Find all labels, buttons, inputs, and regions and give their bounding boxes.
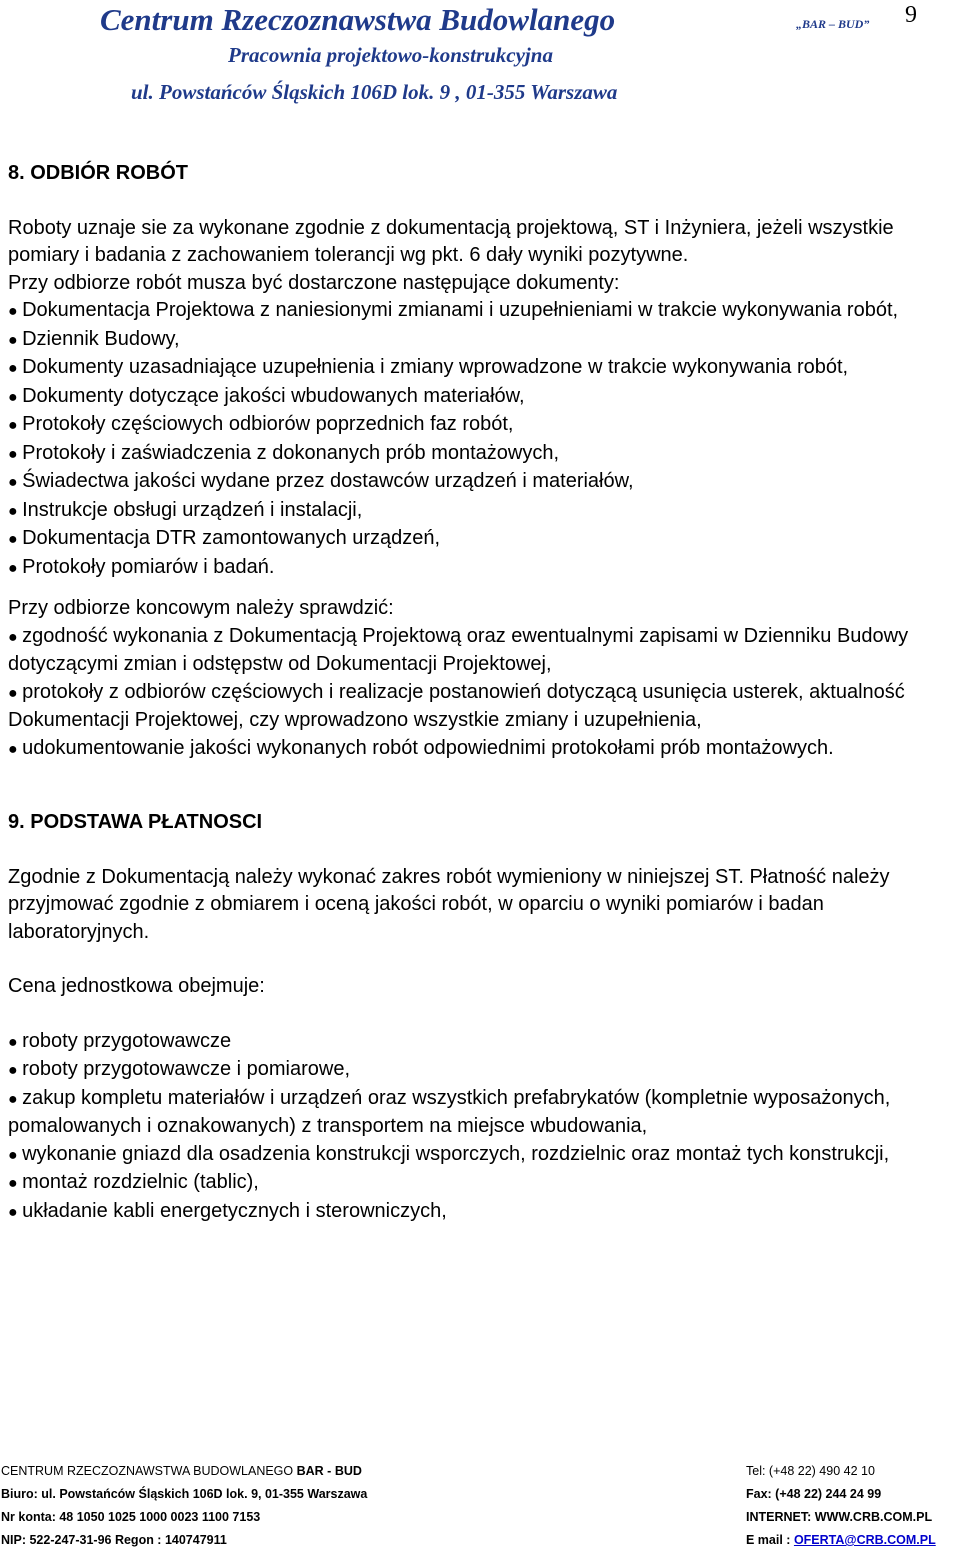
footer-internet: INTERNET: WWW.CRB.COM.PL [746,1510,933,1524]
doc-item: ● Świadectwa jakości wydane przez dostawców urządzeń i materiałów, [8,468,956,497]
email-link[interactable]: OFERTA@CRB.COM.PL [793,1533,936,1547]
final-check-intro: Przy odbiorze koncowym należy sprawdzić: [8,597,394,619]
footer-nip: NIP: 522-247-31-96 Regon : 140747911 [1,1533,227,1547]
company-address: ul. Powstańców Śląskich 106D lok. 9 , 01-355 Warszawa [131,80,618,104]
document-body [8,160,956,1226]
price-item: ● wykonanie gniazd dla osadzenia konstrukcji wsporczych, rozdzielnic oraz montaż tych konstrukcji, [8,1141,956,1170]
section-8-heading: 8. ODBIÓR ROBÓT [8,162,189,184]
acceptance-intro: Roboty uznaje sie za wykonane zgodnie z dokumentacją projektową, ST i Inżyniera, jeżeli wszystkie pomiary i badania z zachowaniem tolerancji wg pkt. 6 dały wyniki pozytywne. [8,216,894,266]
footer-account: Nr konta: 48 1050 1025 1000 0023 1100 7153 [1,1510,261,1524]
page-number: 9 [905,2,917,28]
price-item: ● montaż rozdzielnic (tablic), [8,1169,956,1198]
unit-price-intro: Cena jednostkowa obejmuje: [8,975,265,997]
doc-item: ● Dziennik Budowy, [8,326,956,355]
footer-email: E mail : OFERTA@CRB.COM.PL [746,1533,936,1547]
doc-item: ● Dokumenty dotyczące jakości wbudowanych materiałów, [8,383,956,412]
footer-office: Biuro: ul. Powstańców Śląskich 106D lok. 9, 01-355 Warszawa [1,1487,368,1501]
footer-fax: Fax: (+48 22) 244 24 99 [746,1487,882,1501]
footer-company-short: BAR - BUD [296,1464,362,1478]
doc-item: ● Dokumentacja DTR zamontowanych urządzeń, [8,525,956,554]
page-header [0,0,960,120]
payment-paragraph: Zgodnie z Dokumentacją należy wykonać zakres robót wymieniony w niniejszej ST. Płatność należy przyjmować zgodnie z obmiarem i oceną jakości robót, w oparciu o wyniki pomiarów i badan laboratoryjnych. [8,865,890,943]
price-item: ● roboty przygotowawcze [8,1028,956,1057]
company-logo: „BAR – BUD” [796,17,870,31]
company-title: Centrum Rzeczoznawstwa Budowlanego [100,2,616,37]
doc-item: ● Protokoły i zaświadczenia z dokonanych prób montażowych, [8,440,956,469]
doc-item: ● Instrukcje obsługi urządzeń i instalacji, [8,497,956,526]
doc-item: ● Protokoły częściowych odbiorów poprzednich faz robót, [8,411,956,440]
footer-tel: Tel: (+48 22) 490 42 10 [746,1464,875,1478]
doc-item: ● Dokumenty uzasadniające uzupełnienia i zmiany wprowadzone w trakcie wykonywania robót, [8,354,956,383]
price-item: ● roboty przygotowawcze i pomiarowe, [8,1056,956,1085]
check-item: ● udokumentowanie jakości wykonanych robót odpowiednimi protokołami prób montażowych. [8,735,956,764]
doc-item: ● Protokoły pomiarów i badań. [8,554,956,583]
check-item: ● protokoły z odbiorów częściowych i realizacje postanowień dotyczącą usunięcia usterek, aktualność Dokumentacji Projektowej, czy wprowadzono wszystkie zmiany i uzupełnienia, [8,679,956,735]
price-item: ● zakup kompletu materiałów i urządzeń oraz wszystkich prefabrykatów (kompletnie wyposażonych, pomalowanych i oznakowanych) z transportem na miejsce wbudowania, [8,1085,956,1141]
footer-company: CENTRUM RZECZOZNAWSTWA BUDOWLANEGO BAR - BUD [1,1464,362,1478]
documents-intro: Przy odbiorze robót musza być dostarczone następujące dokumenty: [8,271,620,294]
check-item: ● zgodność wykonania z Dokumentacją Projektową oraz ewentualnymi zapisami w Dzienniku Budowy dotyczącymi zmian i odstępstw od Dokumentacji Projektowej, [8,623,956,679]
page-footer [0,1460,960,1553]
company-subtitle: Pracownia projektowo-konstrukcyjna [228,43,553,67]
price-item: ● układanie kabli energetycznych i sterowniczych, [8,1198,956,1227]
section-9-heading: 9. PODSTAWA PŁATNOSCI [8,811,263,833]
doc-item: ● Dokumentacja Projektowa z naniesionymi zmianami i uzupełnieniami w trakcie wykonywania robót, [8,297,956,326]
